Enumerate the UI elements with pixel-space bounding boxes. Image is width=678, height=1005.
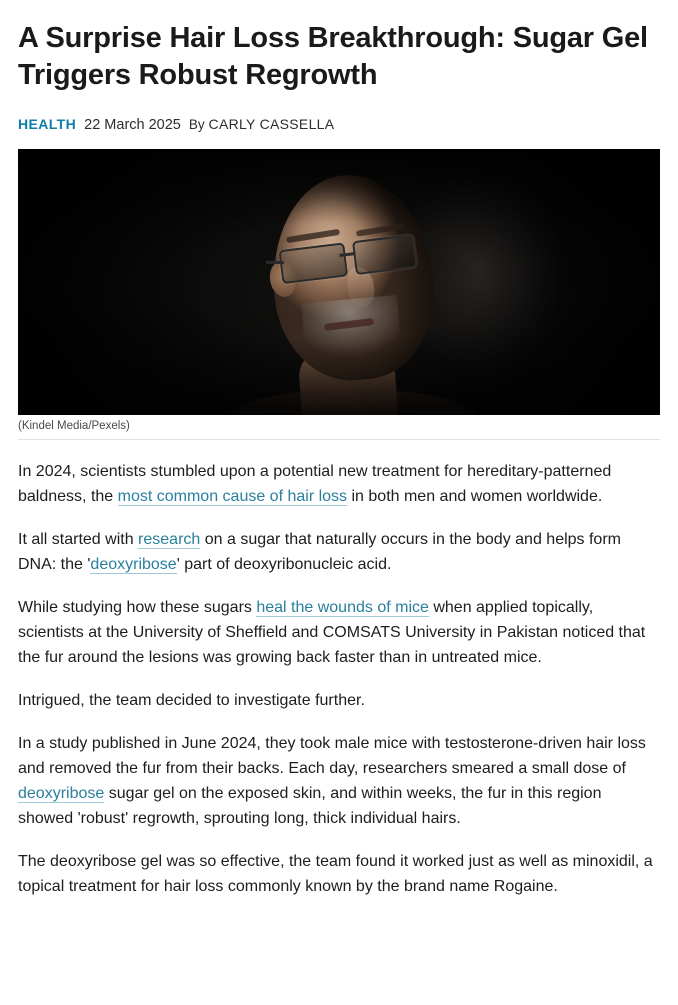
paragraph-2-text-a: It all started with: [18, 531, 139, 549]
byline-prefix: By: [188, 117, 205, 133]
paragraph-2: [18, 528, 660, 578]
link-heal-wounds-of-mice[interactable]: heal the wounds of mice: [256, 599, 429, 617]
link-most-common-cause[interactable]: most common cause of hair loss: [117, 488, 348, 506]
page-title: A Surprise Hair Loss Breakthrough: Sugar Gel Triggers Robust Regrowth: [18, 22, 648, 92]
category-label[interactable]: HEALTH: [18, 116, 77, 133]
author-name[interactable]: CARLY CASSELLA: [208, 116, 335, 133]
paragraph-1: [18, 460, 660, 510]
image-credit: (Kindel Media/Pexels): [18, 415, 660, 440]
paragraph-1-text-b: in both men and women worldwide.: [347, 488, 603, 506]
paragraph-6: The deoxyribose gel was so effective, the team found it worked just as well as minoxidil, a topical treatment for hair loss commonly known by the brand name Rogaine.: [18, 852, 653, 895]
article-figure: [18, 149, 660, 440]
paragraph-5: [18, 732, 660, 832]
paragraph-1-text-a: In 2024, scientists stumbled upon a potential new treatment for hereditary-patterned baldness, the: [18, 463, 612, 506]
paragraph-3-text-a: While studying how these sugars: [18, 599, 257, 617]
byline: [189, 116, 335, 132]
article-body: [18, 446, 660, 899]
paragraph-2-text-c: ' part of deoxyribonucleic acid.: [176, 556, 392, 574]
article-photo: [18, 149, 660, 415]
publish-date: 22 March 2025: [84, 117, 181, 134]
link-research[interactable]: research: [138, 531, 201, 549]
link-deoxyribose-1[interactable]: deoxyribose: [90, 556, 177, 574]
paragraph-2-text-b: on a sugar that naturally occurs in the body and helps form DNA: the ': [18, 531, 621, 574]
paragraph-4: Intrigued, the team decided to investigate further.: [18, 691, 365, 709]
paragraph-3-text-b: when applied topically, scientists at the University of Sheffield and COMSATS University in Pakistan noticed that the fur around the lesions was growing back faster than in untreated mice.: [18, 599, 646, 666]
paragraph-5-text-a: In a study published in June 2024, they took male mice with testosterone-driven hair loss and removed the fur from their backs. Each day, researchers smeared a small dose of: [18, 734, 646, 777]
link-deoxyribose-2[interactable]: deoxyribose: [18, 784, 105, 802]
article-meta: [18, 116, 660, 133]
paragraph-3: [18, 596, 660, 671]
paragraph-5-text-b: sugar gel on the exposed skin, and within weeks, the fur in this region showed 'robust' regrowth, sprouting long, thick individual hairs.: [18, 784, 602, 827]
photo-vignette: [18, 149, 660, 415]
